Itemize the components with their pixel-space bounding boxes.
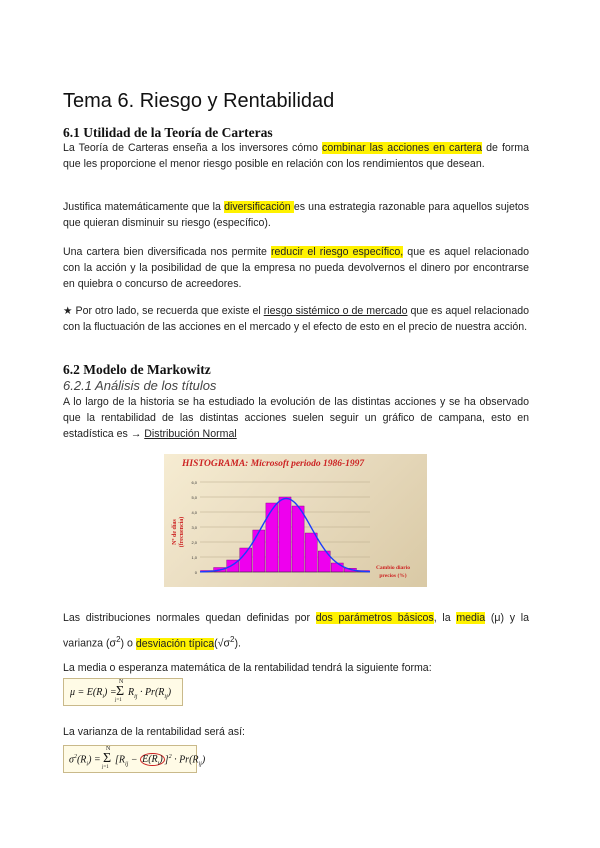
f1-lower: j=1	[115, 698, 122, 703]
p1-text-b: de forma que les proporcione el menor riesgo posible en relación con los rendimientos que desean.	[63, 142, 530, 170]
f2-sub: i	[86, 761, 89, 768]
p4-underline: riesgo sistémico o de mercado	[263, 305, 408, 317]
f2-mid: ) =	[88, 754, 101, 766]
p2-text-b: es una estrategia razonable para aquellos sujetos que quieran disminuir su riesgo (específico).	[63, 201, 530, 229]
p4-text-a: ★ Por otro lado, se recuerda que existe el	[63, 305, 264, 317]
histogram-bar	[266, 503, 278, 572]
f2-end: )	[201, 754, 206, 766]
paragraph-4	[63, 303, 529, 335]
f1-term: R	[128, 687, 135, 698]
f2-circ-sub: i	[157, 761, 160, 768]
section-heading-6-1: 6.1 Utilidad de la Teoría de Carteras	[63, 125, 273, 140]
f1-tail: · Pr(R	[137, 687, 165, 698]
histogram-bar	[305, 533, 317, 572]
histogram-ytick-label: 2,0	[191, 540, 197, 545]
normal-distribution-link: Distribución Normal	[144, 428, 237, 440]
histogram-xlabel-1: Cambio diario	[375, 565, 411, 571]
f2-lhs: σ	[69, 754, 74, 766]
f1-sub: i	[102, 694, 104, 700]
f1-lhs: μ = E(R	[70, 687, 103, 698]
histogram-plot-area	[191, 480, 370, 575]
variance-formula	[63, 745, 206, 773]
f2-lhs2: (R	[76, 754, 87, 766]
paragraph-variance-intro: La varianza de la rentabilidad será así:	[63, 726, 245, 738]
f2-sup2: 2	[168, 754, 172, 760]
p1-highlight: combinar las acciones en cartera	[322, 142, 483, 154]
p2-text-a: Justifica matemáticamente que la	[63, 201, 225, 213]
f2-sup: 2	[73, 754, 77, 760]
f1-upper: N	[119, 679, 124, 685]
histogram-figure	[164, 454, 427, 587]
p4-text-b: que es aquel relacionado con la fluctuación de las acciones en el mercado y el efecto de esto en el precio de nuestra acción.	[63, 305, 529, 333]
p5-text-b: , la	[433, 612, 457, 624]
p5-highlight-desviacion: desviación típica	[135, 637, 215, 650]
p5-text-a: Las distribuciones normales quedan definidas por	[63, 612, 316, 624]
f1-mid: ) =	[104, 687, 117, 698]
histogram-ylabel-2: (frecuencia)	[179, 516, 185, 548]
histogram-ytick-label: 6,0	[191, 480, 197, 485]
p1-text-a: La Teoría de Carteras enseña a los inversores cómo	[63, 142, 323, 154]
page-title: Tema 6. Riesgo y Rentabilidad	[63, 90, 335, 112]
f2-upper: N	[106, 746, 111, 752]
histogram-bar	[331, 563, 343, 572]
f2-circ-text: E(R	[142, 754, 158, 766]
p5-sup-2: 2	[230, 635, 235, 644]
mean-formula	[63, 678, 183, 706]
f1-sum: Σ	[116, 684, 125, 699]
histogram-bar	[253, 530, 265, 572]
p3-highlight: reducir el riesgo específico,	[271, 246, 404, 258]
paragraph-mean-intro: La media o esperanza matemática de la rentabilidad tendrá la siguiente forma:	[63, 662, 432, 674]
f2-bracket-open: [R	[115, 754, 125, 766]
p5-sup-1: 2	[116, 635, 121, 644]
p5-highlight-media: media	[456, 612, 486, 624]
paragraph-3	[63, 244, 529, 292]
histogram-title: HISTOGRAMA: Microsoft periodo 1986-1997	[182, 459, 365, 469]
histogram-ytick-label: 3,0	[191, 525, 197, 530]
histogram-bar	[279, 497, 291, 572]
histogram-ytick-label: 1,0	[191, 555, 197, 560]
paragraph-1	[63, 140, 529, 172]
f2-minus: −	[128, 754, 141, 766]
f1-sub3: ij	[164, 694, 168, 700]
histogram-bar	[292, 506, 304, 572]
p3-text-a: Una cartera bien diversificada nos permite	[63, 246, 271, 258]
f1-end: )	[167, 687, 172, 698]
p5-text-d: ) o	[120, 637, 136, 650]
p-markowitz-text: A lo largo de la historia se ha estudiado la evolución de las distintas acciones y se ha observado que la rentabilidad de las distintas acciones suelen seguir un gráfico de campana, esto en estadística es →	[63, 396, 529, 440]
f2-bracket-close: ]	[164, 754, 169, 766]
histogram-ylabel-1: Nº de días	[172, 519, 178, 545]
f2-circled-expectation	[140, 753, 165, 766]
p5-text-c: (μ) y la varianza (σ	[63, 612, 530, 650]
f2-lower: j=1	[102, 765, 109, 770]
paragraph-2	[63, 199, 529, 231]
p5-text-e: (√σ	[214, 637, 231, 650]
histogram-xlabel-2: precios (%)	[379, 573, 407, 579]
f2-tail: · Pr(R	[171, 754, 199, 766]
f2-circ-end: )	[159, 754, 163, 766]
p5-highlight-params: dos parámetros básicos	[315, 612, 434, 624]
histogram-svg	[164, 454, 427, 587]
paragraph-parameters	[63, 608, 529, 655]
paragraph-markowitz	[63, 394, 529, 442]
histogram-ytick-label: 5,0	[191, 495, 197, 500]
p2-highlight: diversificación	[224, 201, 294, 213]
f2-sub2: ij	[125, 761, 129, 768]
p3-text-b: que es aquel relacionado con la acción y la posibilidad de que la empresa no pueda devolvernos el dinero por encontrarse en quiebra o concurso de acreedores.	[63, 246, 530, 290]
p5-text-f: ).	[234, 637, 241, 650]
histogram-ytick-label: 0	[194, 570, 197, 575]
f1-sub2: ij	[134, 694, 138, 700]
section-heading-6-2: 6.2 Modelo de Markowitz	[63, 362, 211, 377]
histogram-ytick-label: 4,0	[191, 510, 197, 515]
f2-sub3: ij	[198, 761, 202, 768]
subsection-heading-6-2-1: 6.2.1 Análisis de los títulos	[63, 378, 217, 393]
f2-sum: Σ	[103, 751, 112, 766]
